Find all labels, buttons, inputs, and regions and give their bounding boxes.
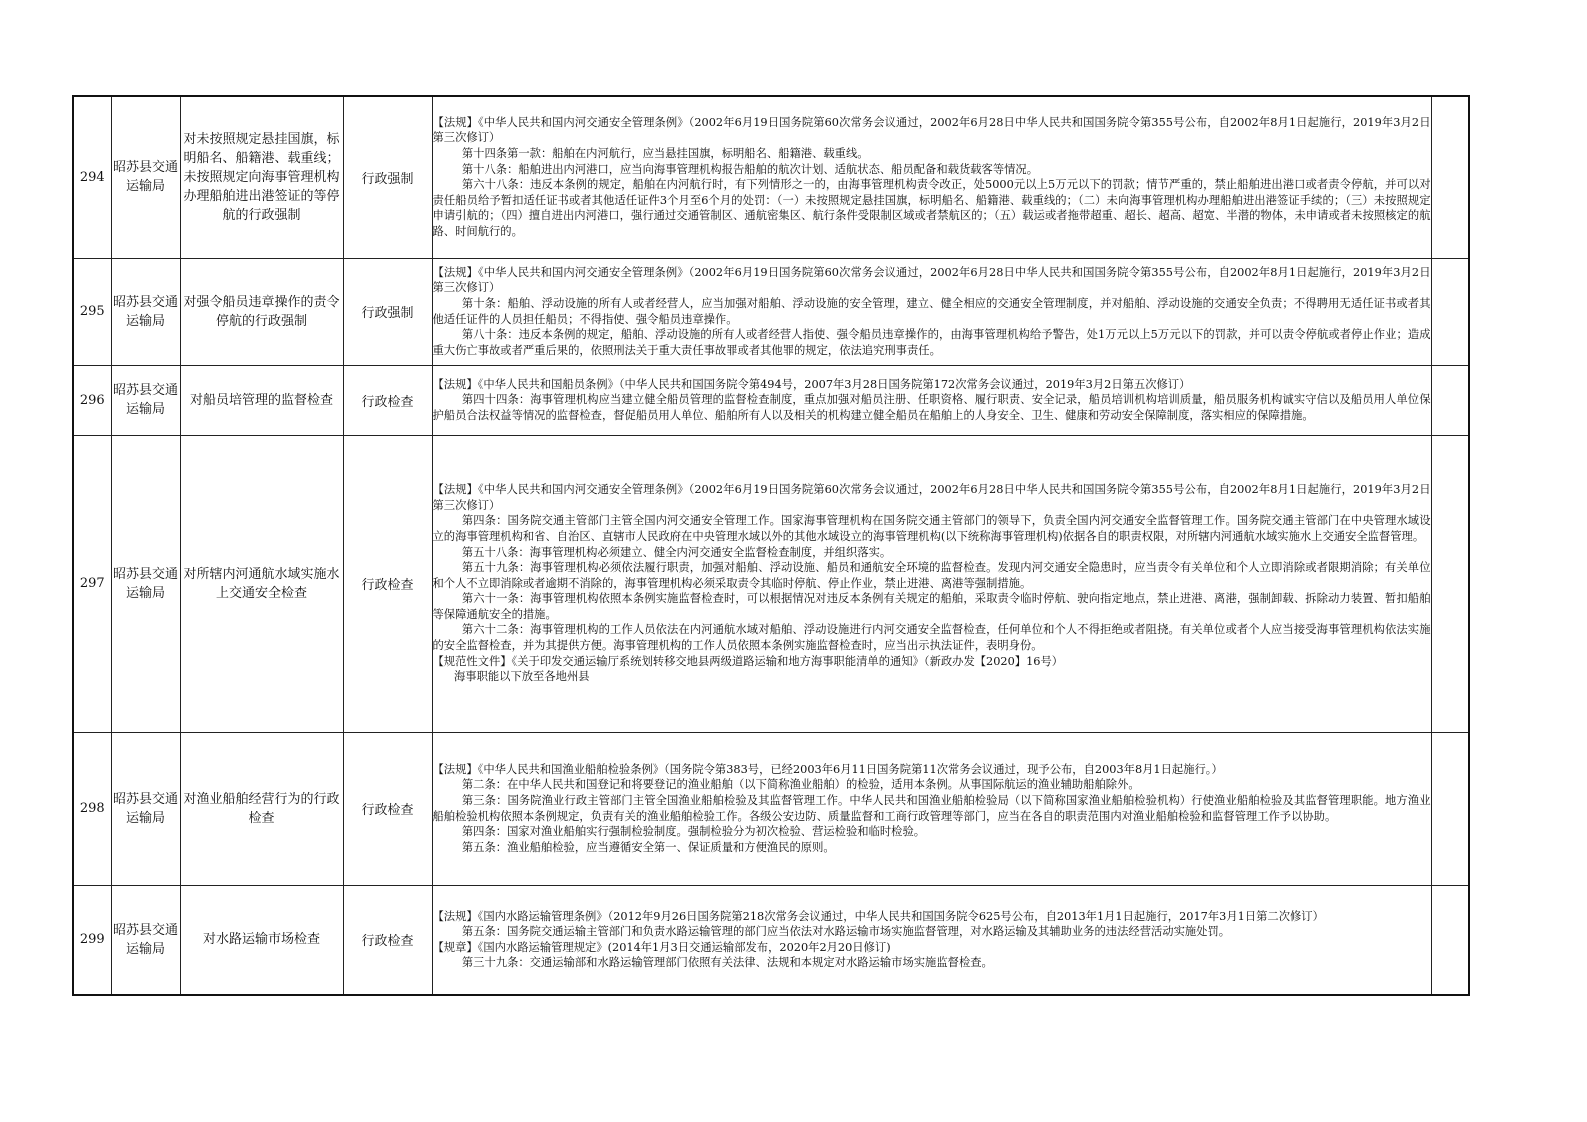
department-cell: 昭苏县交通运输局 <box>111 258 180 365</box>
legal-basis-paragraph: 海事职能以下放至各地州县 <box>453 670 590 684</box>
department-cell: 昭苏县交通运输局 <box>111 96 180 258</box>
row-number-cell: 299 <box>73 885 111 995</box>
department-cell: 昭苏县交通运输局 <box>111 435 180 732</box>
remarks-cell <box>1431 732 1469 885</box>
legal-basis-paragraph: 【法规】《中华人民共和国渔业船舶检验条例》（国务院令第383号，已经2003年6月11日国务院第11次常务会议通过，现予公布，自2003年8月1日起施行。） <box>432 762 1223 776</box>
table-row <box>73 365 1469 435</box>
row-number-cell: 298 <box>73 732 111 885</box>
legal-basis-paragraph: 第十八条：船舶进出内河港口，应当向海事管理机构报告船舶的航次计划、适航状态、船员配备和载货载客等情况。 <box>461 162 1039 176</box>
department-cell: 昭苏县交通运输局 <box>111 732 180 885</box>
power-type-cell: 行政检查 <box>343 435 432 732</box>
remarks-cell <box>1431 96 1469 258</box>
remarks-cell <box>1431 435 1469 732</box>
power-type-cell: 行政强制 <box>343 96 432 258</box>
legal-basis-paragraph: 第六十二条：海事管理机构的工作人员依法在内河通航水域对船舶、浮动设施进行内河交通安全监督检查，任何单位和个人不得拒绝或者阻挠。有关单位或者个人应当接受海事管理机构依法实施的安全监督检查，并为其提供方便。海事管理机构的工作人员依照本条例实施监督检查时，应当出示执法证件，表明身份。 <box>432 623 1431 653</box>
legal-basis-paragraph: 第八十条：违反本条例的规定，船舶、浮动设施的所有人或者经营人指使、强令船员违章操作的，由海事管理机构给予警告，处1万元以上5万元以下的罚款，并可以责令停航或者停止作业；造成重大伤亡事故或者严重后果的，依照刑法关于重大责任事故罪或者其他罪的规定，依法追究刑事责任。 <box>432 328 1431 357</box>
department-cell: 昭苏县交通运输局 <box>111 885 180 995</box>
legal-basis-paragraph: 【法规】《中华人民共和国内河交通安全管理条例》（2002年6月19日国务院第60次常务会议通过，2002年6月28日中华人民共和国国务院令第355号公布，自2002年8月1日起施行，2019年3月2日第三次修订） <box>432 483 1431 512</box>
legal-basis-paragraph: 第十四条第一款：船舶在内河航行，应当悬挂国旗，标明船名、船籍港、载重线。 <box>461 147 869 161</box>
legal-basis-paragraph: 第六十八条：违反本条例的规定，船舶在内河航行时，有下列情形之一的，由海事管理机构责令改正，处5000元以上5万元以下的罚款；情节严重的，禁止船舶进出港口或者责令停航，并可以对责任船员给予暂扣适任证书或者其他适任证件3个月至6个月的处罚：（一）未按照规定悬挂国旗，标明船名、船籍港、载重线的；（二）未向海事管理机构办理船舶进出港签证手续的；（三）未按照规定申请引航的；（四）擅自进出内河港口，强行通过交通管制区、通航密集区、航行条件受限制区域或者禁航区的；（五）载运或者拖带超重、超长、超高、超宽、半潜的物体，未申请或者未按照核定的航路、时间航行的。 <box>432 178 1431 239</box>
table-body <box>73 96 1469 995</box>
legal-basis-paragraph: 第二条：在中华人民共和国登记和将要登记的渔业船舶（以下简称渔业船舶）的检验，适用本条例。从事国际航运的渔业辅助船舶除外。 <box>461 778 1140 792</box>
matter-name-cell: 对水路运输市场检查 <box>180 885 343 995</box>
matter-name-cell: 对未按照规定悬挂国旗，标明船名、船籍港、载重线；未按照规定向海事管理机构办理船舶进出港签证的等停航的行政强制 <box>180 96 343 258</box>
legal-basis-cell <box>432 365 1431 435</box>
legal-basis-paragraph: 【法规】《中华人民共和国船员条例》（中华人民共和国国务院令第494号，2007年3月28日国务院第172次常务会议通过，2019年3月2日第五次修订） <box>432 377 1191 391</box>
table-row <box>73 885 1469 995</box>
table-row <box>73 258 1469 365</box>
legal-basis-paragraph: 第四十四条：海事管理机构应当建立健全船员管理的监督检查制度，重点加强对船员注册、任职资格、履行职责、安全记录，船员培训机构培训质量，船员服务机构诚实守信以及船员用人单位保护船员合法权益等情况的监督检查，督促船员用人单位、船舶所有人以及相关的机构建立健全船员在船舶上的人身安全、卫生、健康和劳动安全保障制度，落实相应的保障措施。 <box>432 393 1431 422</box>
legal-basis-paragraph: 【规章】《国内水路运输管理规定》(2014年1月3日交通运输部发布，2020年2月20日修订) <box>432 940 891 954</box>
legal-basis-paragraph: 第三条：国务院渔业行政主管部门主管全国渔业船舶检验及其监督管理工作。中华人民共和国渔业船舶检验局（以下简称国家渔业船舶检验机构）行使渔业船舶检验及其监督管理职能。地方渔业船舶检验机构依照本条例规定，负责有关的渔业船舶检验工作。各级公安边防、质量监督和工商行政管理等部门，应当在各自的职责范围内对渔业船舶检验和监督管理工作予以协助。 <box>432 793 1431 823</box>
legal-basis-paragraph: 第五十八条：海事管理机构必须建立、健全内河交通安全监督检查制度，并组织落实。 <box>461 545 892 559</box>
legal-basis-cell <box>432 732 1431 885</box>
matter-name-cell: 对强令船员违章操作的责令停航的行政强制 <box>180 258 343 365</box>
regulation-table <box>72 95 1470 996</box>
legal-basis-paragraph: 【规范性文件】《关于印发交通运输厅系统划转移交地县两级道路运输和地方海事职能清单的通知》（新政办发【2020】16号） <box>432 654 1064 668</box>
legal-basis-paragraph: 第六十一条：海事管理机构依照本条例实施监督检查时，可以根据情况对违反本条例有关规定的船舶，采取责令临时停航、驶向指定地点，禁止进港、离港，强制卸载、拆除动力装置、暂扣船舶等保障通航安全的措施。 <box>432 592 1431 621</box>
power-type-cell: 行政检查 <box>343 365 432 435</box>
legal-basis-paragraph: 【法规】《中华人民共和国内河交通安全管理条例》（2002年6月19日国务院第60次常务会议通过，2002年6月28日中华人民共和国国务院令第355号公布，自2002年8月1日起施行，2019年3月2日第三次修订） <box>432 265 1431 295</box>
power-type-cell: 行政检查 <box>343 885 432 995</box>
table-row <box>73 732 1469 885</box>
legal-basis-paragraph: 第五十九条：海事管理机构必须依法履行职责，加强对船舶、浮动设施、船员和通航安全环境的监督检查。发现内河交通安全隐患时，应当责令有关单位和个人立即消除或者限期消除；有关单位和个人不立即消除或者逾期不消除的，海事管理机构必须采取责令其临时停航、停止作业，禁止进港、离港等强制措施。 <box>432 561 1431 590</box>
row-number-cell: 295 <box>73 258 111 365</box>
department-cell: 昭苏县交通运输局 <box>111 365 180 435</box>
remarks-cell <box>1431 885 1469 995</box>
row-number-cell: 296 <box>73 365 111 435</box>
matter-name-cell: 对所辖内河通航水域实施水上交通安全检查 <box>180 435 343 732</box>
legal-basis-paragraph: 第五条：国务院交通运输主管部门和负责水路运输管理的部门应当依法对水路运输市场实施监督管理，对水路运输及其辅助业务的违法经营活动实施处罚。 <box>461 925 1231 939</box>
legal-basis-paragraph: 第四条：国务院交通主管部门主管全国内河交通安全管理工作。国家海事管理机构在国务院交通主管部门的领导下，负责全国内河交通安全监督管理工作。国务院交通主管部门在中央管理水域设立的海事管理机构和省、自治区、直辖市人民政府在中央管理水域以外的其他水域设立的海事管理机构(以下统称海事管理机构)依据各自的职责权限，对所辖内河通航水域实施水上交通安全监督管理。 <box>432 514 1431 543</box>
power-type-cell: 行政强制 <box>343 258 432 365</box>
legal-basis-paragraph: 第十条：船舶、浮动设施的所有人或者经营人，应当加强对船舶、浮动设施的安全管理，建立、健全相应的交通安全管理制度，并对船舶、浮动设施的交通安全负责；不得聘用无适任证书或者其他适任证件的人员担任船员；不得指使、强令船员违章操作。 <box>432 296 1431 326</box>
legal-basis-cell <box>432 435 1431 732</box>
table-row <box>73 435 1469 732</box>
legal-basis-paragraph: 第四条：国家对渔业船舶实行强制检验制度。强制检验分为初次检验、营运检验和临时检验。 <box>461 825 926 839</box>
matter-name-cell: 对渔业船舶经营行为的行政检查 <box>180 732 343 885</box>
matter-name-cell: 对船员培管理的监督检查 <box>180 365 343 435</box>
power-type-cell: 行政检查 <box>343 732 432 885</box>
table-row <box>73 96 1469 258</box>
legal-basis-paragraph: 第三十九条：交通运输部和水路运输管理部门依照有关法律、法规和本规定对水路运输市场实施监督检查。 <box>461 956 993 970</box>
legal-basis-paragraph: 第五条：渔业船舶检验，应当遵循安全第一、保证质量和方便渔民的原则。 <box>461 840 835 854</box>
remarks-cell <box>1431 258 1469 365</box>
legal-basis-paragraph: 【法规】《中华人民共和国内河交通安全管理条例》（2002年6月19日国务院第60次常务会议通过，2002年6月28日中华人民共和国国务院令第355号公布，自2002年8月1日起施行，2019年3月2日第三次修订） <box>432 115 1431 145</box>
legal-basis-cell <box>432 96 1431 258</box>
row-number-cell: 294 <box>73 96 111 258</box>
legal-basis-cell <box>432 885 1431 995</box>
legal-basis-cell <box>432 258 1431 365</box>
remarks-cell <box>1431 365 1469 435</box>
legal-basis-paragraph: 【法规】《国内水路运输管理条例》（2012年9月26日国务院第218次常务会议通过，中华人民共和国国务院令625号公布，自2013年1月1日起施行，2017年3月1日第二次修订） <box>432 909 1324 923</box>
row-number-cell: 297 <box>73 435 111 732</box>
